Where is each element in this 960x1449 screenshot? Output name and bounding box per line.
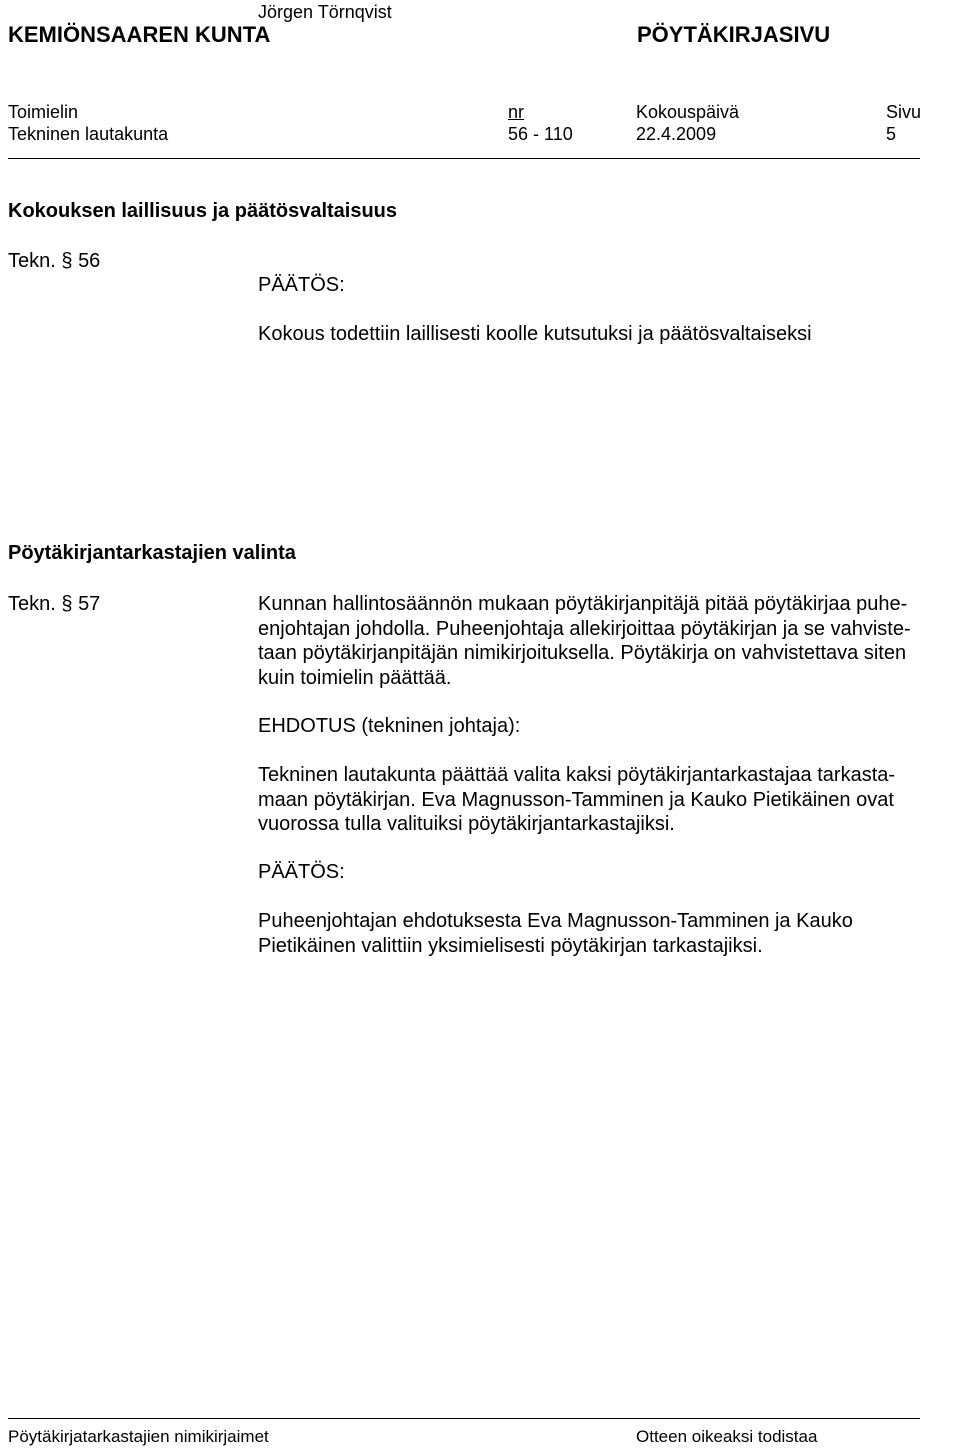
ref-number: 56 bbox=[78, 250, 101, 272]
footer-certification-label: Otteen oikeaksi todistaa bbox=[636, 1427, 818, 1446]
page-type: PÖYTÄKIRJASIVU bbox=[637, 22, 831, 47]
section-57-ref bbox=[8, 592, 100, 616]
value-nr: 56 - 110 bbox=[508, 124, 573, 144]
value-page: 5 bbox=[886, 124, 897, 144]
intro-line: enjohtajan johdolla. Puheenjohtaja allekirjoittaa pöytäkirjan ja se vahviste- bbox=[258, 617, 911, 640]
decision-line: Puheenjohtajan ehdotuksesta Eva Magnusson-Tamminen ja Kauko bbox=[258, 910, 853, 932]
value-body: Tekninen lautakunta bbox=[8, 124, 169, 144]
intro-line: kuin toimielin päättää. bbox=[258, 666, 452, 689]
intro-line: Kunnan hallintosäännön mukaan pöytäkirjanpitäjä pitää pöytäkirjaa puhe- bbox=[258, 593, 908, 615]
section-57-proposal-label: EHDOTUS (tekninen johtaja): bbox=[258, 715, 521, 737]
label-date: Kokouspäivä bbox=[636, 102, 740, 122]
municipality-name: KEMIÖNSAAREN KUNTA bbox=[8, 22, 271, 47]
proposal-line: vuorossa tulla valituiksi pöytäkirjantarkastajiksi. bbox=[258, 813, 675, 835]
label-nr: nr bbox=[508, 102, 525, 122]
label-page: Sivu bbox=[886, 102, 922, 122]
section-57-proposal bbox=[258, 763, 895, 837]
section-57-decision-label: PÄÄTÖS: bbox=[258, 861, 345, 883]
decision-line: Pietikäinen valittiin yksimielisesti pöytäkirjan tarkastajiksi. bbox=[258, 934, 763, 957]
section-57-intro bbox=[258, 592, 911, 690]
section-57-heading: Pöytäkirjantarkastajien valinta bbox=[8, 542, 296, 564]
value-date: 22.4.2009 bbox=[636, 124, 717, 144]
proposal-line: maan pöytäkirjan. Eva Magnusson-Tamminen ja Kauko Pietikäinen ovat bbox=[258, 788, 894, 811]
proposal-line: Tekninen lautakunta päättää valita kaksi pöytäkirjantarkastajaa tarkasta- bbox=[258, 764, 896, 786]
footer-initials-label: Pöytäkirjatarkastajien nimikirjaimet bbox=[8, 1427, 269, 1446]
intro-line: taan pöytäkirjanpitäjän nimikirjoituksella. Pöytäkirja on vahvistettava siten bbox=[258, 642, 907, 664]
ref-number: 57 bbox=[78, 593, 101, 615]
ref-prefix: Tekn. bbox=[8, 593, 56, 615]
section-56-decision-label: PÄÄTÖS: bbox=[258, 274, 345, 296]
paragraph-symbol-icon: § bbox=[61, 593, 73, 615]
header-divider bbox=[8, 158, 920, 159]
section-56-heading: Kokouksen laillisuus ja päätösvaltaisuus bbox=[8, 200, 398, 222]
footer-divider bbox=[8, 1418, 920, 1419]
label-body: Toimielin bbox=[8, 102, 79, 122]
ref-prefix: Tekn. bbox=[8, 250, 56, 272]
section-56-ref bbox=[8, 249, 100, 273]
paragraph-symbol-icon: § bbox=[61, 250, 73, 272]
section-56-decision-text: Kokous todettiin laillisesti koolle kutsutuksi ja päätösvaltaiseksi bbox=[258, 323, 812, 345]
author-name: Jörgen Törnqvist bbox=[258, 2, 392, 22]
section-57-decision bbox=[258, 909, 853, 958]
